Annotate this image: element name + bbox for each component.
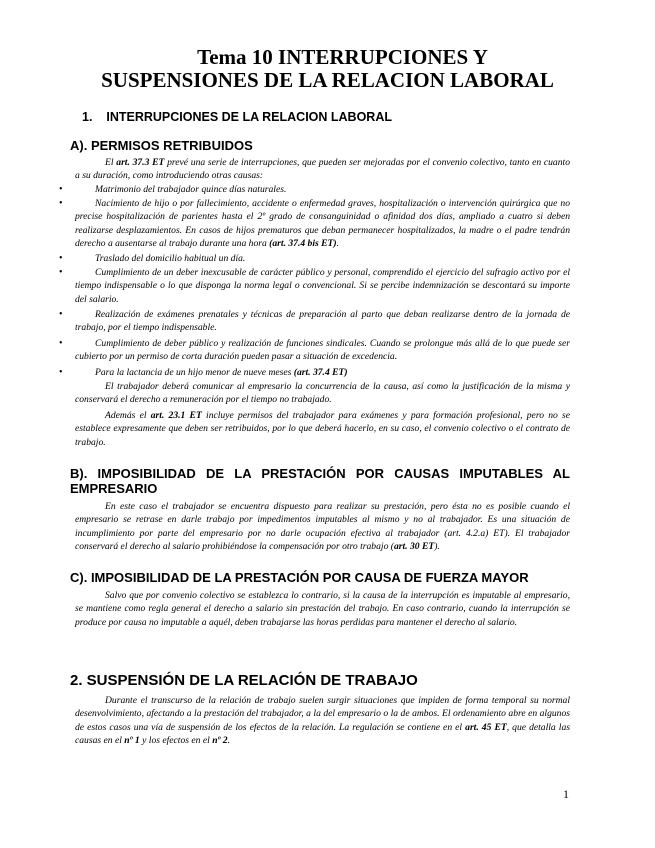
section-2-paragraph: Durante el transcurso de la relación de trabajo suelen surgir situaciones que impiden de forma temporal su normal desenvolvimiento, afectando a la prestación del trabajador, a la del empresario o la de ambos. El ordenamiento abre en algunos de estos casos una vía de suspensión de los efectos de la relación. La regulación se contiene en el art. 45 ET, que detalla las causas en el nº 1 y los efectos en el nº 2.	[75, 695, 570, 747]
section-1-number: 1.	[82, 110, 93, 124]
law-reference: art. 37.3 ET	[116, 157, 165, 168]
list-item: • Realización de exámenes prenatales y técnicas de preparación al parto que deban realizarse dentro de la jornada de trabajo, por el tiempo indispensable.	[59, 309, 570, 334]
bullet-icon: •	[59, 198, 63, 209]
intro-text-cont: prevé una serie de interrupciones, que pueden ser mejoradas por el convenio colectivo, tanto en cuanto a su duración, como introduciendo otras causas:	[75, 157, 570, 182]
bullet-icon: •	[59, 338, 63, 349]
section-c-paragraph: Salvo que por convenio colectivo se establezca lo contrario, si la causa de la interrupción es imputable al empresario, se mantiene como regla general el derecho a salario sin prestación del trabajo. En caso contrario, cuando la interrupción se produce por causa no imputable a aquél, deben trabajarse las horas perdidas para mantener el derecho al salario.	[75, 590, 570, 628]
communication-paragraph: El trabajador deberá comunicar al empresario la concurrencia de la causa, así como la justificación de la misma y conservará el derecho a remuneración por el tiempo no trabajado.	[75, 381, 570, 406]
list-item: • Cumplimiento de un deber inexcusable de carácter público y personal, comprendido el ejercicio del sufragio activo por el tiempo indispensable o lo que disponga la norma legal o convencional. Si se percibe indemnización se descontará su importe del salario.	[59, 267, 570, 305]
list-item: • Cumplimiento de deber público y realización de funciones sindicales. Cuando se prolongue más allá de lo que puede ser cubierto por un permiso de corta duración pueden pasar a situación de excedencia.	[59, 338, 570, 363]
list-item: • Para la lactancia de un hijo menor de nueve meses (art. 37.4 ET)	[59, 367, 348, 378]
section-c-heading: C). IMPOSIBILIDAD DE LA PRESTACIÓN POR CAUSA DE FUERZA MAYOR	[70, 570, 529, 585]
intro-text: El	[105, 157, 117, 168]
section-a-intro	[75, 156, 570, 183]
section-a-heading: A). PERMISOS RETRIBUIDOS	[70, 138, 253, 153]
section-1-title: INTERRUPCIONES DE LA RELACION LABORAL	[106, 110, 392, 124]
additional-permits-paragraph: Además el art. 23.1 ET incluye permisos del trabajador para exámenes y para formación profesional, pero no se establece expresamente que deben ser retribuidos, por lo que deberá hacerlo, en su caso, el convenio colectivo o el contrato de trabajo.	[75, 410, 570, 448]
section-b-heading: B). IMPOSIBILIDAD DE LA PRESTACIÓN POR CAUSAS IMPUTABLES AL EMPRESARIO	[70, 466, 570, 496]
section-1-heading	[82, 110, 392, 124]
page-number: 1	[563, 787, 569, 801]
law-reference: (art. 37.4 bis ET)	[269, 238, 337, 250]
law-reference: art. 30 ET	[393, 541, 435, 553]
title-line-1: Tema 10 INTERRUPCIONES Y	[197, 45, 488, 69]
law-reference: nº 1	[124, 735, 140, 747]
law-reference: (art. 37.4 ET)	[293, 367, 348, 378]
law-reference: art. 45 ET	[465, 721, 507, 733]
law-reference: nº 2	[212, 735, 228, 747]
list-item: • Nacimiento de hijo o por fallecimiento, accidente o enfermedad graves, hospitalización o intervención quirúrgica que no precise hospitalización de parientes hasta el 2º grado de consanguinidad o afinidad dos días, ampliado a cuatro si deben realizarse desplazamientos. En casos de hijos prematuros que deban permanecer hospitalizados, la madre o el padre tendrán derecho a ausentarse al trabajo durante una hora (art. 37.4 bis ET).	[59, 198, 570, 250]
section-b-paragraph: En este caso el trabajador se encuentra dispuesto para realizar su prestación, pero ésta no es posible cuando el empresario se retrase en darle trabajo por impedimentos imputables al mismo y no al trabajador. Es una situación de incumplimiento por parte del empresario por no darle ocupación efectiva al trabajador (art. 4.2.a) ET). El trabajador conservará el derecho al salario prohibiéndose la compensación por otro trabajo (art. 30 ET).	[75, 501, 570, 553]
bullet-icon: •	[59, 253, 63, 264]
title-line-2: SUSPENSIONES DE LA RELACION LABORAL	[101, 68, 554, 92]
bullet-icon: •	[59, 367, 63, 378]
bullet-icon: •	[59, 184, 63, 195]
list-item: • Matrimonio del trabajador quince días naturales.	[59, 184, 287, 195]
bullet-icon: •	[59, 309, 63, 320]
list-item: • Traslado del domicilio habitual un día.	[59, 253, 246, 264]
document-title	[40, 46, 615, 92]
bullet-icon: •	[59, 267, 63, 278]
law-reference: art. 23.1 ET	[150, 410, 202, 421]
section-2-heading: 2. SUSPENSIÓN DE LA RELACIÓN DE TRABAJO	[70, 672, 418, 689]
